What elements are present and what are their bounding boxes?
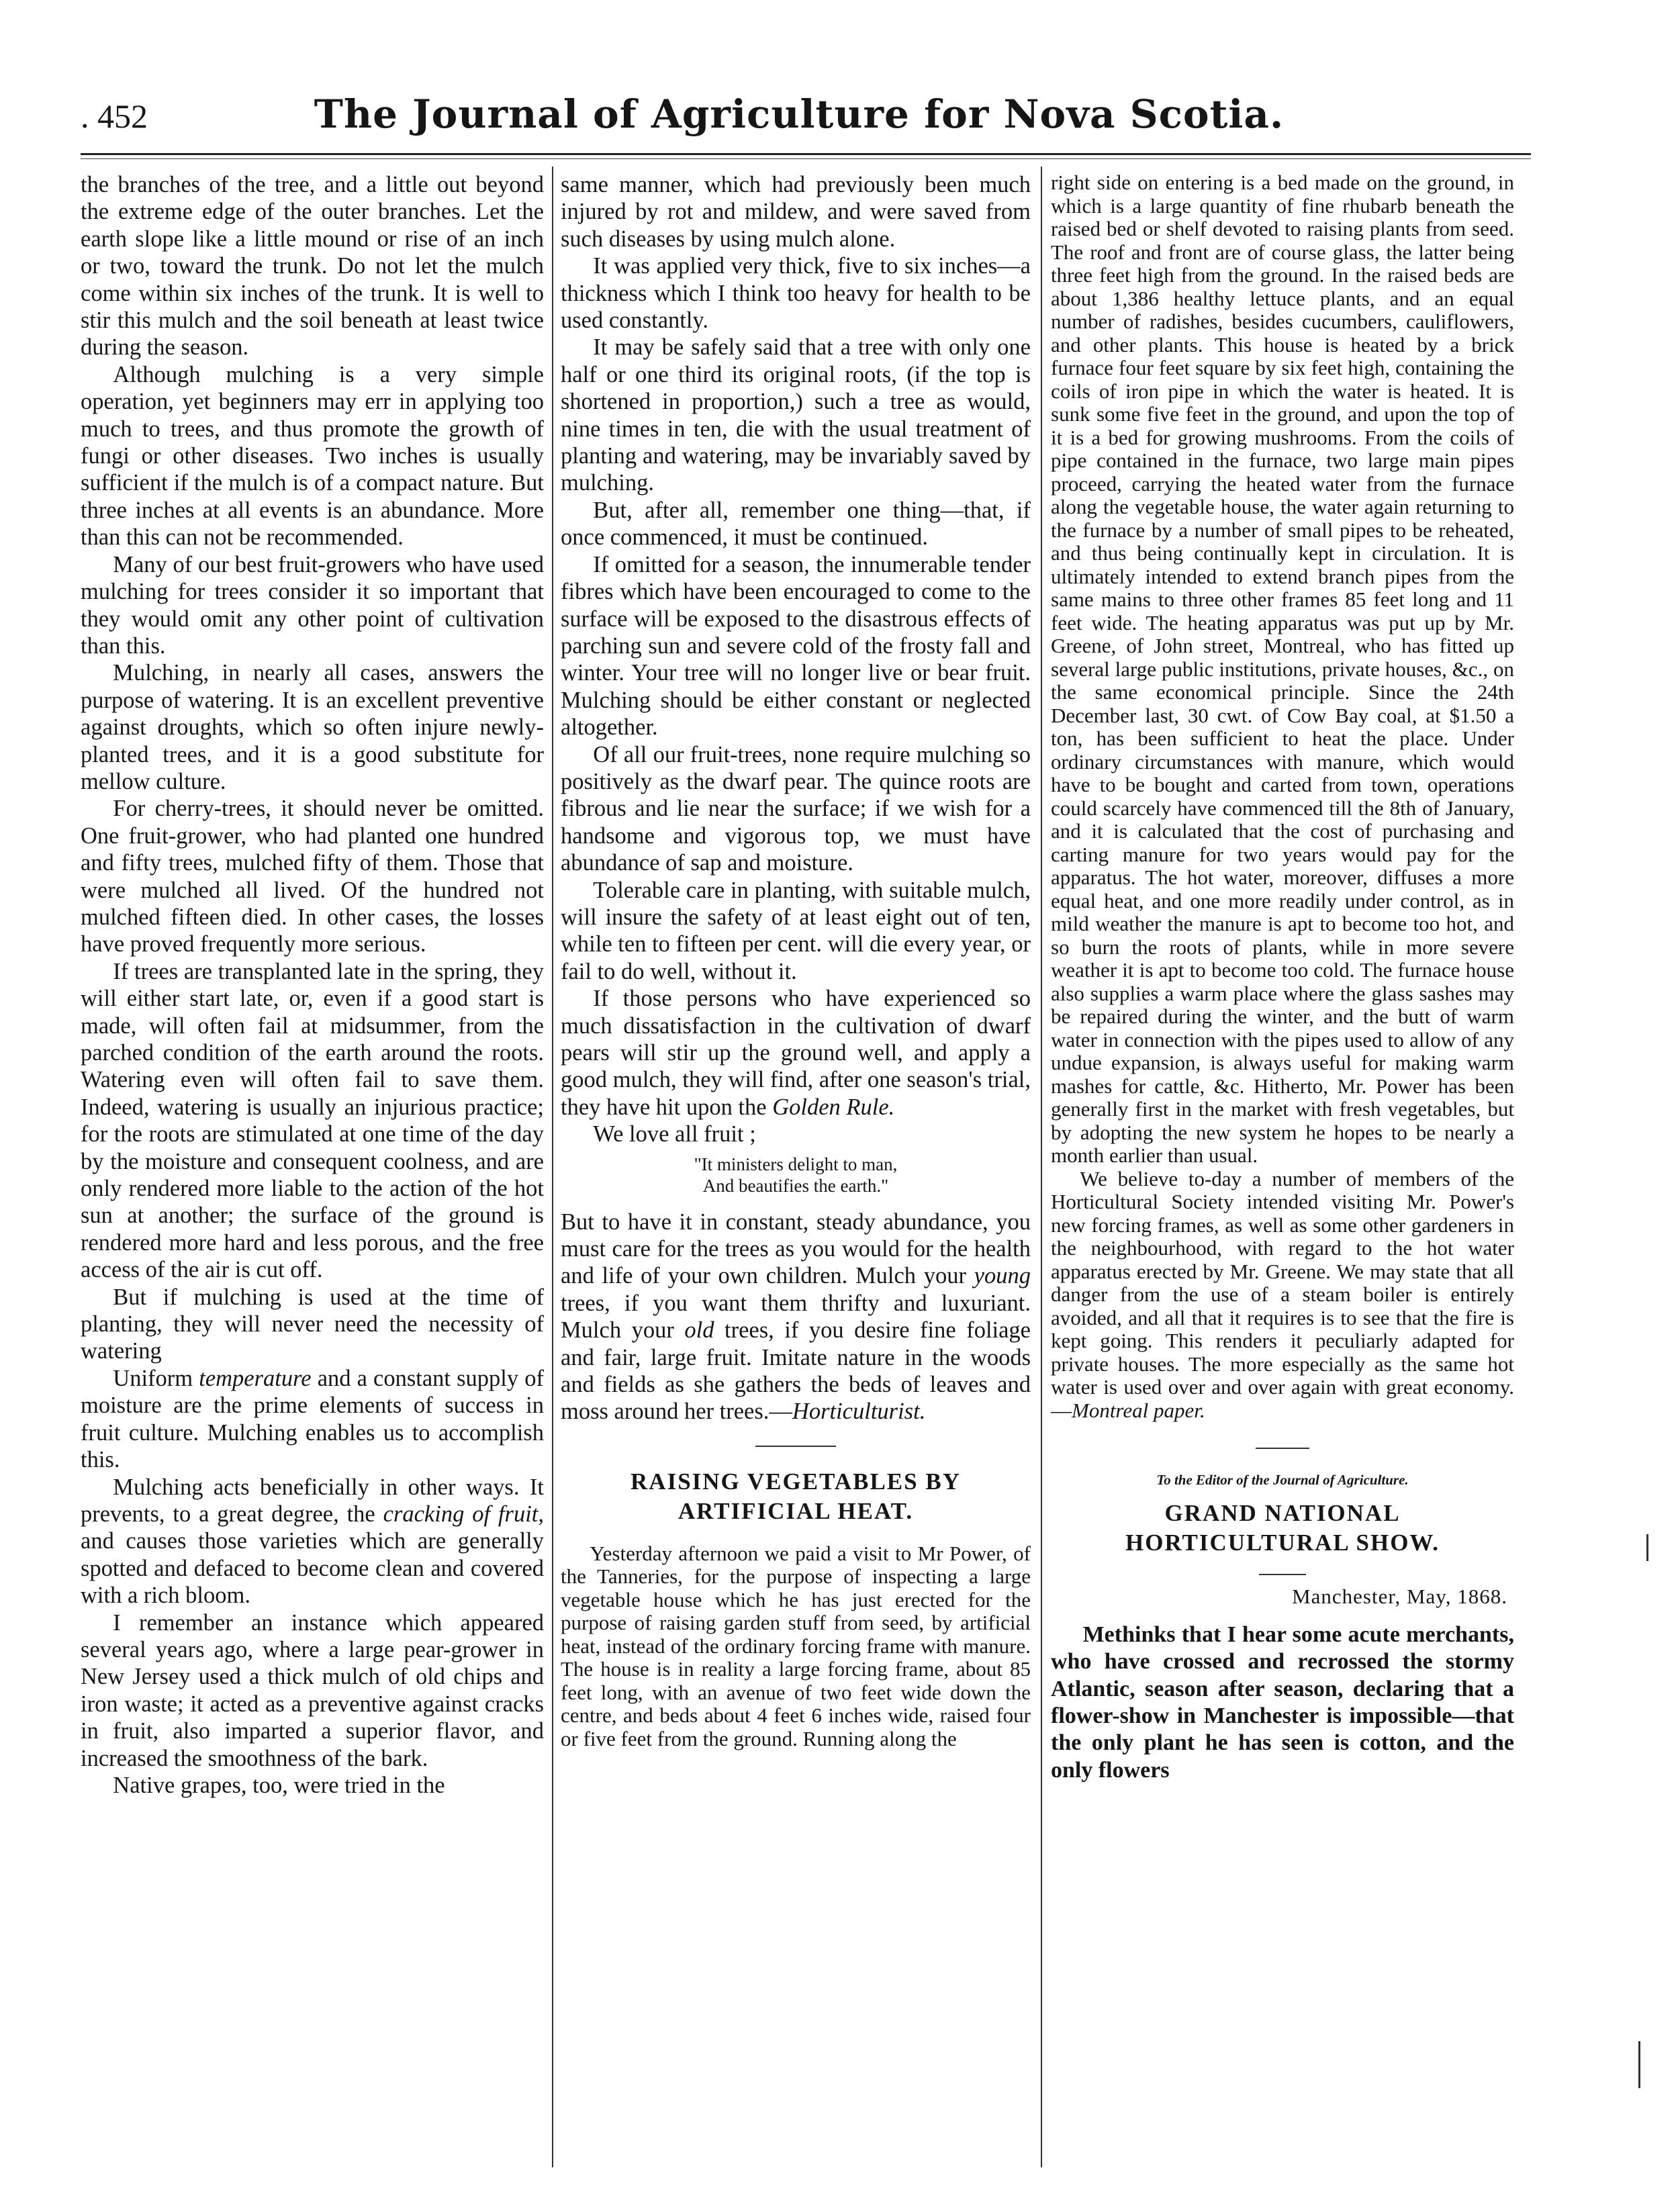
paragraph: It may be safely said that a tree with only one half or one third its original roots, (if the top is shortened in proportion,) such a tree as would, nine times in ten, die with the usual treatment of planting and watering, may be invariably saved by mulching. — [561, 334, 1031, 496]
paragraph: Methinks that I hear some acute merchants, who have crossed and recrossed the stormy Atlantic, season after season, declaring that a flower-show in Manchester is impossible—that the only plant he has seen is cotton, and the only flowers — [1051, 1621, 1514, 1783]
verse-line: And beautifies the earth." — [702, 1175, 889, 1196]
dateline: Manchester, May, 1868. — [1292, 1585, 1507, 1609]
emphasis: Golden Rule. — [772, 1094, 895, 1120]
paragraph: It was applied very thick, five to six inches—a thickness which I think too heavy for health to be used constantly. — [561, 253, 1031, 334]
paragraph: right side on entering is a bed made on the ground, in which is a large quantity of fine rhubarb beneath the raised bed or shelf devoted to raising plants from seed. The roof and front are of course glass, the latter being three feet high from the ground. In the raised beds are about 1,386 healthy lettuce plants, and an equal number of radishes, besides cucumbers, cauliflowers, and other plants. This house is heated by a brick furnace four feet square by six feet high, containing the coils of iron pipe in which the water is heated. It is sunk some five feet in the ground, and upon the top of it is a bed for growing mushrooms. From the coils of pipe contained in the furnace, two large main pipes proceed, carrying the heated water from the furnace along the vegetable house, the water again returning to the furnace by a number of small pipes to be reheated, and thus being continually kept in circulation. It is ultimately intended to extend branch pipes from the same mains to three other frames 85 feet long and 11 feet wide. The heating apparatus was put up by Mr. Greene, of John street, Montreal, who has fitted up several large public institutions, private houses, &c., on the same economical principle. Since the 24th December last, 30 cwt. of Cow Bay coal, at $1.50 a ton, has been sufficient to heat the place. Under ordinary circumstances with manure, which would have to be bought and carted from town, operations could scarcely have commenced till the 8th of January, and it is calculated that the cost of purchasing and carting manure for two years would pay for the apparatus. The hot water, moreover, diffuses a more equal heat, and one more readily under control, as in mild weather the manure is apt to become too hot, and so burn the roots of plants, while in more severe weather it is apt to become too cold. The furnace house also supplies a warm place where the glass sashes may be repaired during the winter, and the butt of warm water in connection with the pipes used to allow of any undue expansion, is always useful for making warm mashes for cattle, &c. Hitherto, Mr. Power has been generally first in the market with fresh vegetables, but by adopting the new system he hopes to be nearly a month earlier than usual. — [1051, 171, 1514, 1167]
paragraph: I remember an instance which appeared several years ago, where a large pear-grower in New Jersey used a thick mulch of old chips and iron waste; it acted as a preventive against cracks in fruit, also imparted a superior flavor, and increased the smoothness of the bark. — [81, 1609, 544, 1771]
paragraph: If omitted for a season, the innumerable tender fibres which have been encouraged to come to the surface will be exposed to the disastrous effects of parching sun and severe cold of the frosty fall and winter. Your tree will no longer live or bear fruit. Mulching should be either constant or neglected altogether. — [561, 551, 1031, 741]
paragraph: But if mulching is used at the time of planting, they will never need the necessity of watering — [81, 1284, 544, 1364]
section-divider — [755, 1446, 836, 1447]
paragraph: If trees are transplanted late in the spring, they will either start late, or, even if a good start is made, will often fail at midsummer, from the parched condition of the earth around the roots. Watering even will often fail to save them. Indeed, watering is usually an injurious practice; for the roots are stimulated at one time of the day by the moisture and consequent coolness, and are only rendered more liable to the action of the hot sun at another; the surface of the ground is rendered more hard and less porous, and the free access of the air is cut off. — [81, 958, 544, 1283]
text-run: and causes those varieties which are generally spotted and defaced to become clean and covered with a rich bloom. — [81, 1528, 544, 1609]
column-3 — [1051, 171, 1514, 2172]
text-run: and a constant supply of moisture are the prime elements of success in fruit culture. Mulching enables us to accomplish this. — [81, 1365, 544, 1473]
column-rule-right — [1041, 167, 1042, 2167]
page-header — [74, 87, 1524, 141]
scan-edge-mark — [1646, 1534, 1648, 1561]
verse-line: "It ministers delight to man, — [694, 1154, 898, 1174]
paragraph — [81, 1474, 544, 1609]
column-1 — [81, 171, 544, 2172]
paragraph: Many of our best fruit-growers who have used mulching for trees consider it so important that they would omit any other point of cultivation than this. — [81, 551, 544, 659]
journal-title: The Journal of Agriculture for Nova Scotia. — [314, 91, 1285, 137]
article-heading: RAISING VEGETABLES BY ARTIFICIAL HEAT. — [631, 1468, 961, 1524]
text-run: But to have it in constant, steady abundance, you must care for the trees as you would for the health and life of your own children. Mulch your — [561, 1209, 1031, 1289]
editor-attribution: To the Editor of the Journal of Agriculture. — [1156, 1472, 1409, 1488]
emphasis: young — [974, 1263, 1031, 1289]
text-run: Uniform — [113, 1365, 199, 1391]
paragraph — [561, 985, 1031, 1121]
emphasis: cracking of fruit, — [383, 1501, 544, 1527]
paragraph: same manner, which had previously been much injured by rot and mildew, and were saved from such diseases by using mulch alone. — [561, 172, 1031, 252]
paragraph: Of all our fruit-trees, none require mulching so positively as the dwarf pear. The quince roots are fibrous and lie near the surface; if we wish for a handsome and vigorous top, we must have abundance of sap and moisture. — [561, 741, 1031, 876]
text-run: trees, if you want them thrifty and luxuriant. Mulch your — [561, 1290, 1031, 1344]
article-heading: GRAND NATIONAL HORTICULTURAL SHOW. — [1125, 1500, 1440, 1556]
header-rule-thin — [81, 158, 1531, 159]
paragraph — [1051, 1168, 1514, 1423]
paragraph: Tolerable care in planting, with suitable mulch, will insure the safety of at least eight out of ten, while ten to fifteen per cent. will die every year, or fail to do well, without it. — [561, 877, 1031, 984]
text-run: Mulching acts beneficially in other ways. It prevents, to a great degree, the — [81, 1474, 544, 1527]
paragraph — [81, 1365, 544, 1474]
paragraph: Yesterday afternoon we paid a visit to Mr Power, of the Tanneries, for the purpose of inspecting a large vegetable house which he has just erected for the purpose of raising garden stuff from seed, by artificial heat, instead of the ordinary forcing frame with manure. The house is in reality a large forcing frame, about 85 feet long, with an avenue of two feet wide down the centre, and beds about 4 feet 6 inches wide, raised four or five feet from the ground. Running along the — [561, 1541, 1031, 1750]
paragraph: For cherry-trees, it should never be omitted. One fruit-grower, who had planted one hundred and fifty trees, mulched fifty of them. Those that were mulched all lived. Of the hundred not mulched fifteen died. In other cases, the losses have proved frequently more serious. — [81, 796, 544, 957]
text-run: trees, if you desire fine foliage and fair, large fruit. Imitate nature in the woods and fields as she gathers the beds of leaves and moss around her trees.— — [561, 1317, 1031, 1425]
text-run: We believe to-day a number of members of the Horticultural Society intended visiting Mr. Power's new forcing frames, as well as some other gardeners in the neighbourhood, with regard to the hot water apparatus erected by Mr. Greene. We may state that all danger from the use of a steam boiler is entirely avoided, and all that it requires is to see that the fire is kept going. This renders it peculiarly adapted for private houses. The more especially as the same hot water is used over and over again with great economy.— — [1051, 1166, 1514, 1422]
paragraph: But, after all, remember one thing—that, if once commenced, it must be continued. — [561, 497, 1031, 551]
heading-rule — [1259, 1574, 1306, 1575]
quoted-verse — [561, 1154, 1031, 1196]
scan-edge-mark — [1638, 2041, 1640, 2088]
paragraph: We love all fruit ; — [593, 1121, 756, 1147]
column-rule-left — [552, 167, 553, 2167]
page-number: . 452 — [81, 97, 148, 135]
column-2 — [561, 171, 1031, 2172]
source-credit: Montreal paper. — [1072, 1398, 1205, 1422]
text-run: If those persons who have experienced so much dissatisfaction in the cultivation of dwarf pears will stir up the ground well, and apply a good mulch, they will find, after one season's trial, they have hit upon the — [561, 986, 1031, 1120]
paragraph: the branches of the tree, and a little out beyond the extreme edge of the outer branches. Let the earth slope like a little mound or rise of an inch or two, toward the trunk. Do not let the mulch come within six inches of the trunk. It is well to stir this mulch and the soil beneath at least twice during the season. — [81, 172, 544, 361]
paragraph: Mulching, in nearly all cases, answers the purpose of watering. It is an excellent preventive against droughts, which so often injure newly-planted trees, and it is a good substitute for mellow culture. — [81, 660, 544, 794]
paragraph: Although mulching is a very simple operation, yet beginners may err in applying too much to trees, and thus promote the growth of fungi or other diseases. Two inches is usually sufficient if the mulch is of a compact nature. But three inches at all events is an abundance. More than this can not be recommended. — [81, 361, 544, 551]
paragraph — [561, 1209, 1031, 1425]
emphasis: temperature — [199, 1365, 312, 1391]
section-divider — [1256, 1448, 1309, 1449]
source-credit: Horticulturist. — [792, 1399, 926, 1425]
emphasis: old — [684, 1317, 714, 1344]
header-rule — [81, 153, 1531, 155]
paragraph: Native grapes, too, were tried in the — [113, 1772, 445, 1798]
